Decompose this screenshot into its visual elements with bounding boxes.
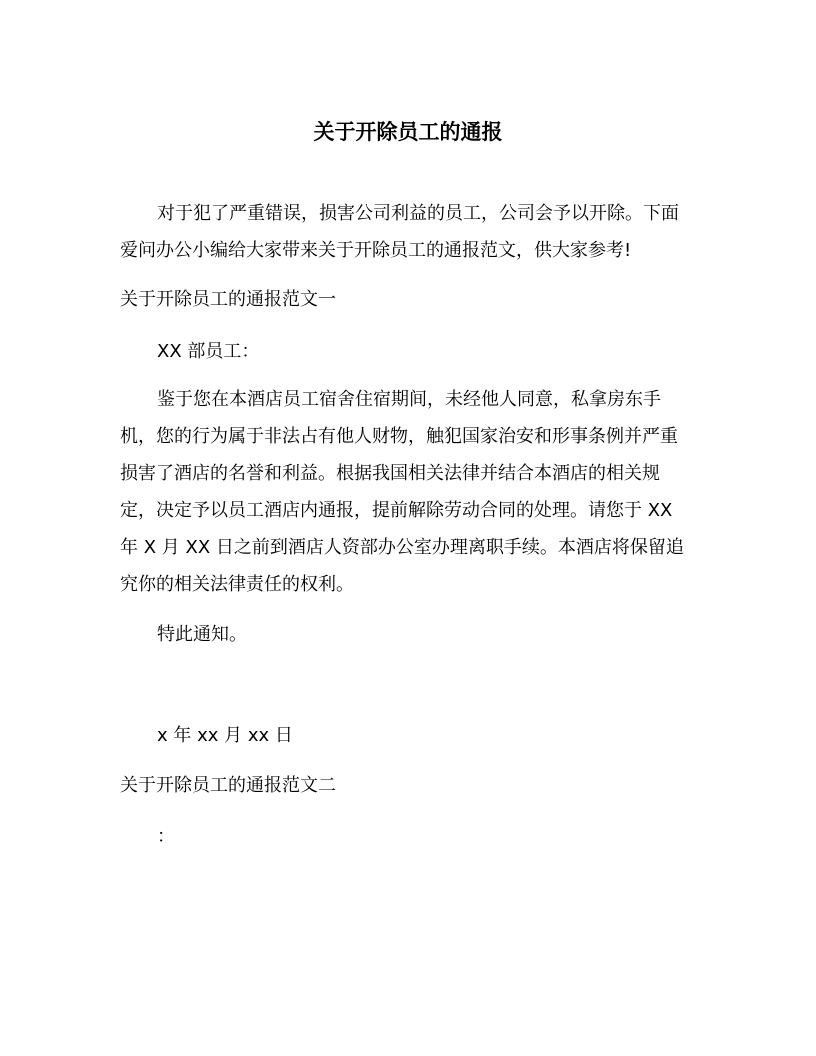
main-paragraph: 鉴于您在本酒店员工宿舍住宿期间，未经他人同意，私拿房东手机，您的行为属于非法占有他人财物，触犯国家治安和形事条例并严重损害了酒店的名誉和利益。根据我国相关法律并结合本酒店的相关规定，决定予以员工酒店内通报，提前解除劳动合同的处理。请您于 XX 年 X 月 XX 日之前到酒店人资部办公室办理离职手续。本酒店将保留追究你的相关法律责任的权利。 — [120, 389, 684, 595]
section2-heading: 关于开除员工的通报范文二 — [120, 775, 336, 796]
intro-paragraph: 对于犯了严重错误，损害公司利益的员工，公司会予以开除。下面爱问办公小编给大家带来关于开除员工的通报范文，供大家参考! — [120, 203, 679, 261]
section2-salutation-colon: ： — [157, 826, 175, 847]
date-line: x 年 xx 月 xx 日 — [157, 725, 293, 746]
section1-heading: 关于开除员工的通报范文一 — [120, 289, 336, 310]
salutation: XX 部员工： — [157, 341, 260, 362]
document-title: 关于开除员工的通报 — [313, 120, 503, 144]
notice-text: 特此通知。 — [157, 624, 247, 645]
